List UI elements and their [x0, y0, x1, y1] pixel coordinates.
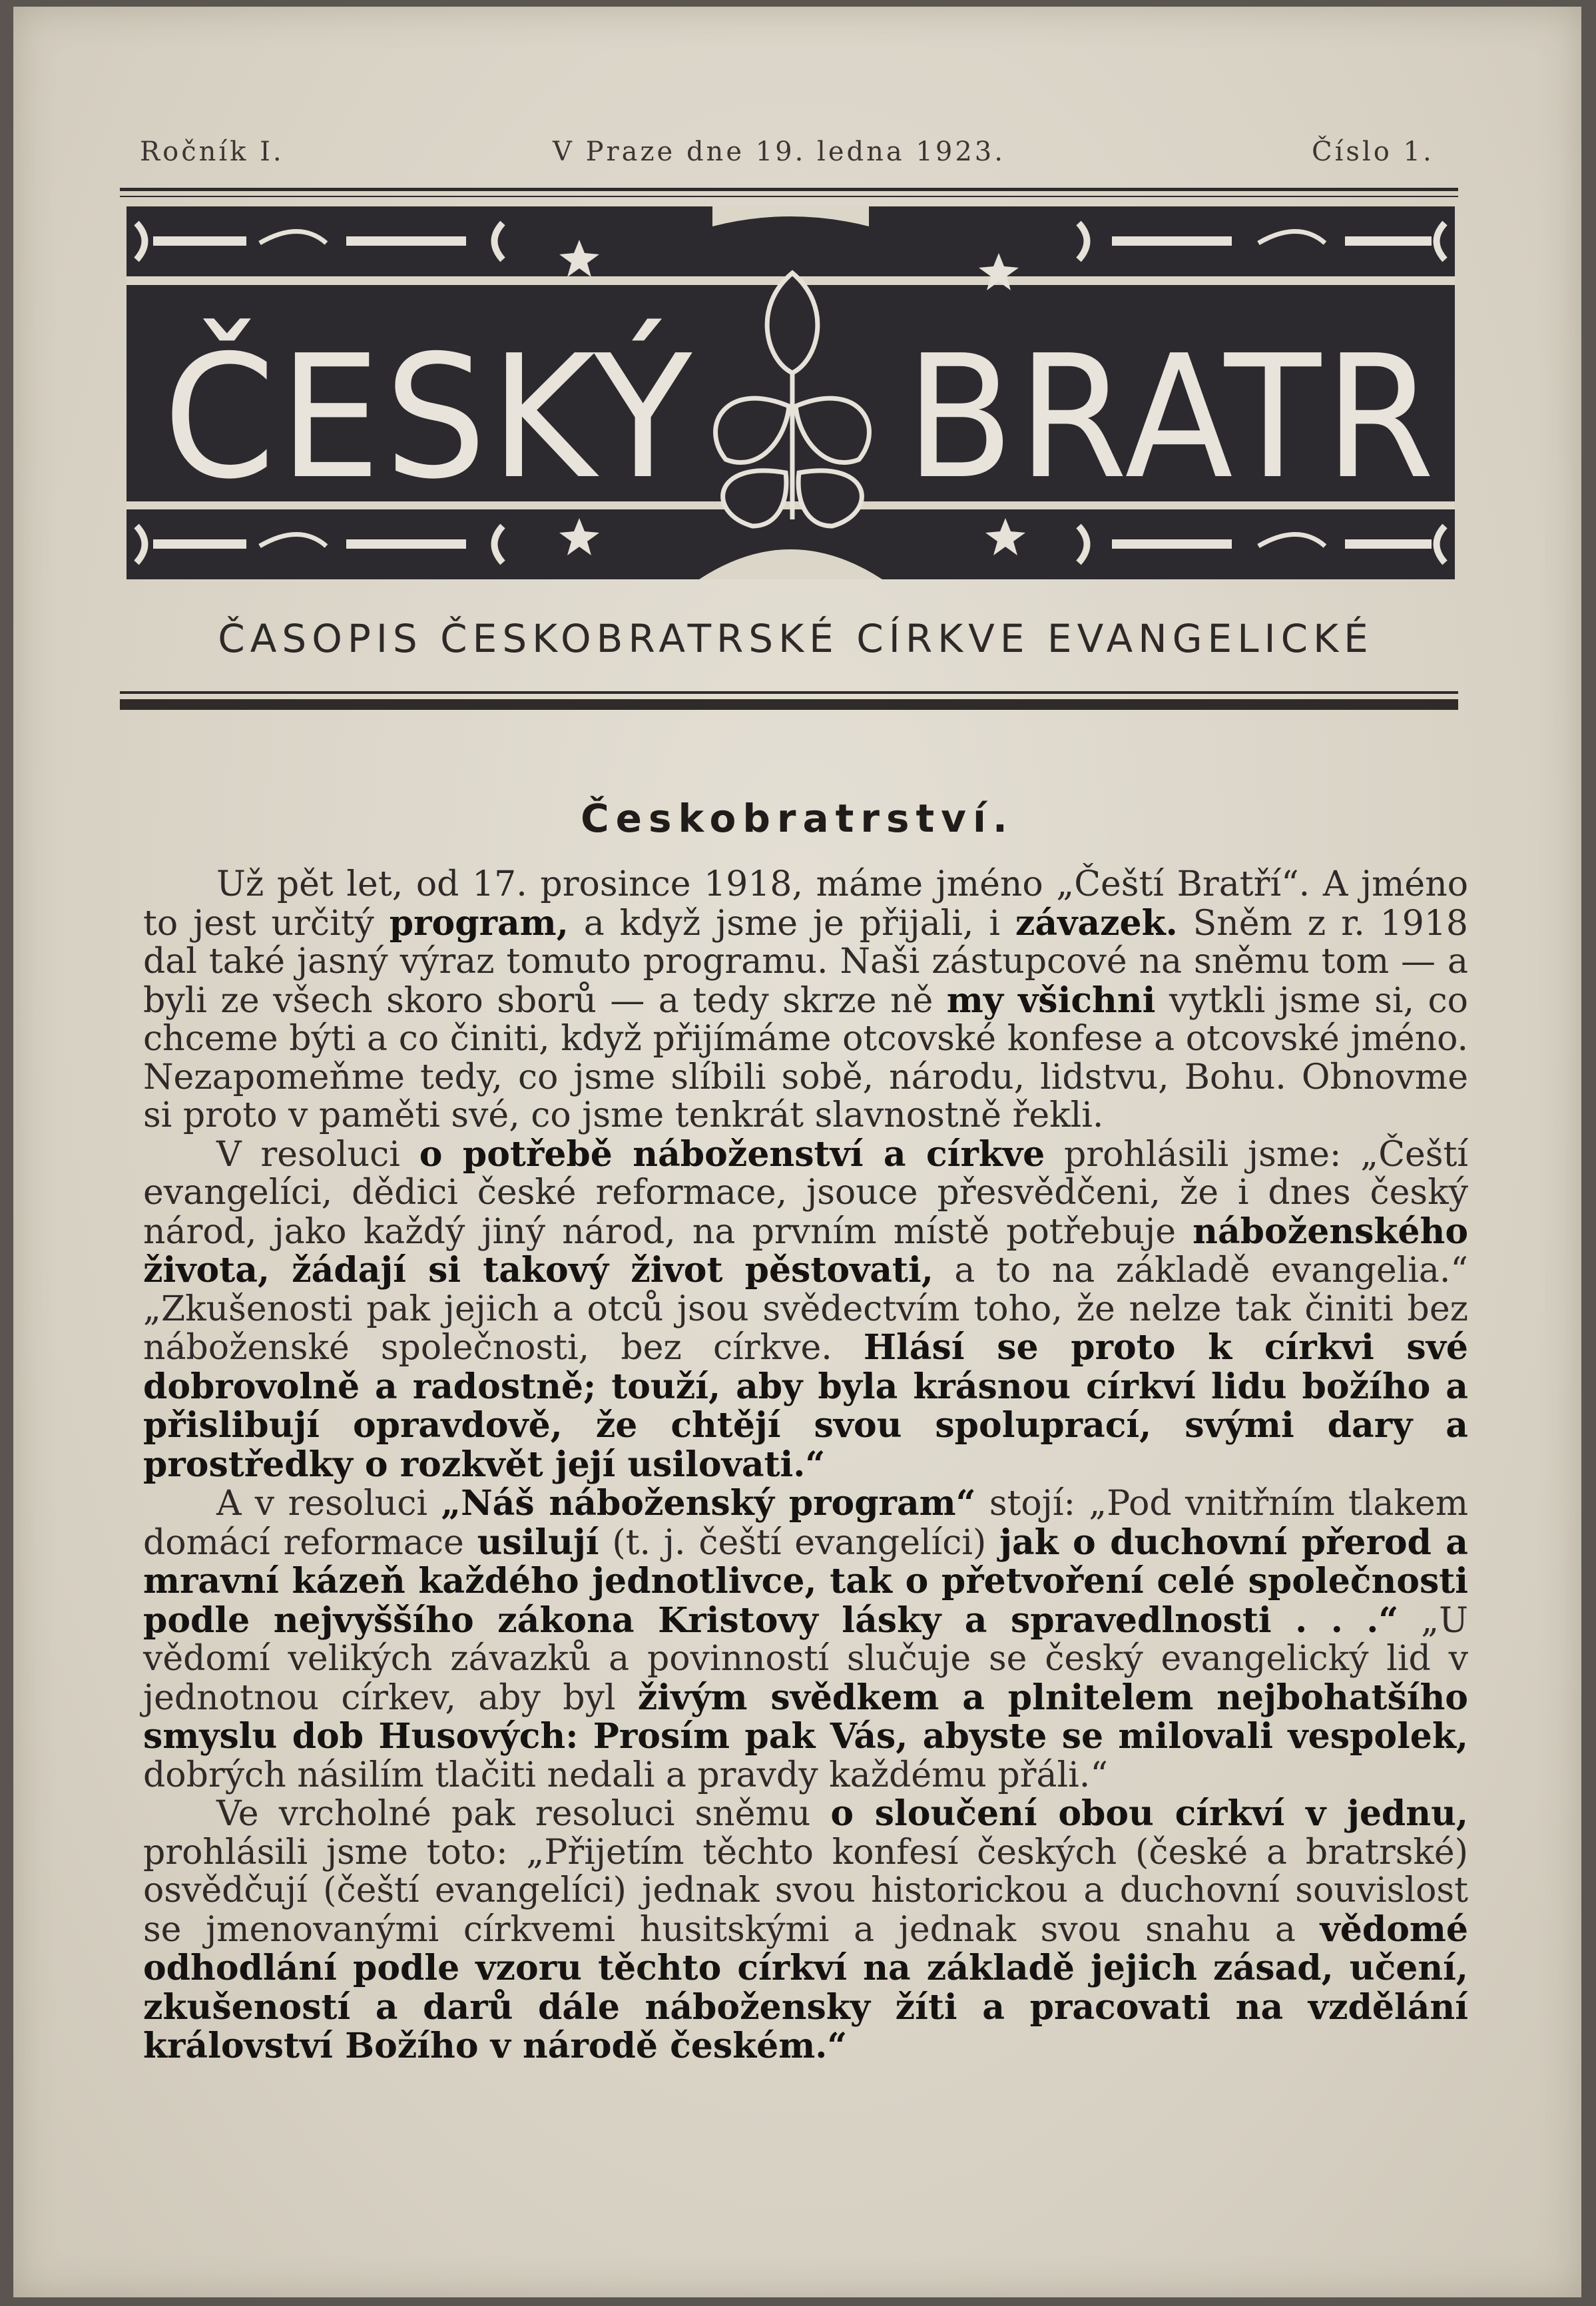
bold-run: usilují	[477, 1522, 599, 1563]
text-run: a když jsme je přijali, i	[568, 903, 1015, 944]
date-label: V Praze dne 19. ledna 1923.	[553, 137, 1005, 167]
masthead-title-left: ČESKÝ	[163, 319, 726, 517]
bold-run: náboženského života, žádají si takový život pěstovati,	[143, 1211, 1468, 1291]
issue-number-label: Číslo 1.	[1312, 137, 1434, 167]
top-rule	[120, 188, 1458, 191]
text-run: stojí: „Pod vnitřním tlakem domácí reformace	[143, 1484, 1469, 1563]
text-run: A v resoluci	[216, 1484, 441, 1524]
paragraph-4	[143, 1795, 1468, 2066]
article-title: Českobratrství.	[581, 796, 1014, 841]
text-run: Sněm z r. 1918 dal také jasný výraz tomuto programu. Naši zástupcové na sněmu tom — a byli ze všech skoro sborů — a tedy skrze ně	[143, 903, 1469, 1021]
issue-header	[140, 137, 1458, 176]
text-run: (t. j. čeští evangelíci)	[599, 1522, 1000, 1563]
top-rule-thin	[120, 196, 1458, 197]
text-run: prohlásili jsme toto: „Přijetím těchto konfesí českých (české a bratrské) osvědčují (čeští evangelíci) jednak svou historickou a duchovní souvislost se jmenovanými církvemi husitskými a jednak svou snahu a	[143, 1832, 1468, 1950]
masthead-banner	[127, 206, 1455, 579]
text-run: V resoluci	[216, 1134, 419, 1175]
bold-run: závazek.	[1015, 902, 1178, 944]
text-run: Ve vrcholné pak resoluci sněmu	[216, 1794, 831, 1834]
text-run: vytkli jsme si, co chceme býti a co činiti, když přijímáme otcovské konfese a otcovské jméno. Nezapomeňme tedy, co jsme slíbili sobě, národu, lidstvu, Bohu. Obnovme si proto v paměti své, co jsme tenkrát slavnostně řekli.	[143, 980, 1468, 1135]
subtitle-rule-thin	[120, 691, 1458, 694]
bold-run: jak o duchovní přerod a mravní kázeň každého jednotlivce, tak o přetvoření celé společnosti podle nejvyššího zákona Kristovy lásky a spravedlnosti . . .“	[143, 1522, 1468, 1641]
text-run: prohlásili jsme: „Čeští evangelíci, dědici české reformace, jsouce přesvědčeni, že i dnes český národ, jako každý jiný národ, na prvním místě potřebuje	[143, 1134, 1468, 1252]
masthead-title-right: BRATR	[906, 319, 1438, 517]
text-run: „U vědomí velikých závazků a povinností slučuje se český evangelický lid v jednotnou církev, aby byl	[143, 1600, 1468, 1718]
text-run: Už pět let, od 17. prosince 1918, máme jméno „Čeští Bratří“. A jméno to jest určitý	[143, 864, 1468, 944]
newspaper-page	[13, 7, 1581, 2297]
article-body	[143, 866, 1468, 2066]
paragraph-3	[143, 1484, 1468, 1795]
bold-run: „Náš náboženský program“	[441, 1483, 976, 1524]
masthead-subtitle: ČASOPIS ČESKOBRATRSKÉ CÍRKVE EVANGELICKÉ	[218, 616, 1374, 661]
bold-run: my všichni	[946, 980, 1156, 1021]
bold-run: program,	[389, 902, 569, 944]
subtitle-rule-thick	[120, 699, 1458, 710]
text-run: dobrých násilím tlačiti nedali a pravdy každému přáli.“	[143, 1755, 1108, 1795]
bold-run: Hlásí se proto k církvi své dobrovolně a radostně; touží, aby byla krásnou církví lidu božího a přislibují opravdově, že chtějí svou spoluprací, svými dary a prostředky o rozkvět její usilovati.“	[143, 1327, 1468, 1485]
bold-run: živým svědkem a plnitelem nejbohatšího smyslu dob Husových: Prosím pak Vás, abyste se milovali vespolek,	[143, 1677, 1468, 1757]
text-run: a to na základě evangelia.“ „Zkušenosti pak jejich a otců jsou svědectvím toho, že nelze tak činiti bez náboženské společnosti, bez církve.	[143, 1251, 1468, 1368]
bold-run: vědomé odhodlání podle vzoru těchto církví na základě jejich zásad, učení, zkušeností a darů dále nábožensky žíti a pracovati na vzdělání království Božího v národě českém.“	[143, 1908, 1468, 2066]
paragraph-2	[143, 1135, 1468, 1485]
volume-label: Ročník I.	[140, 137, 284, 167]
bold-run: o sloučení obou církví v jednu,	[830, 1793, 1469, 1834]
bold-run: o potřebě náboženství a církve	[419, 1133, 1045, 1175]
paragraph-1	[143, 866, 1468, 1135]
